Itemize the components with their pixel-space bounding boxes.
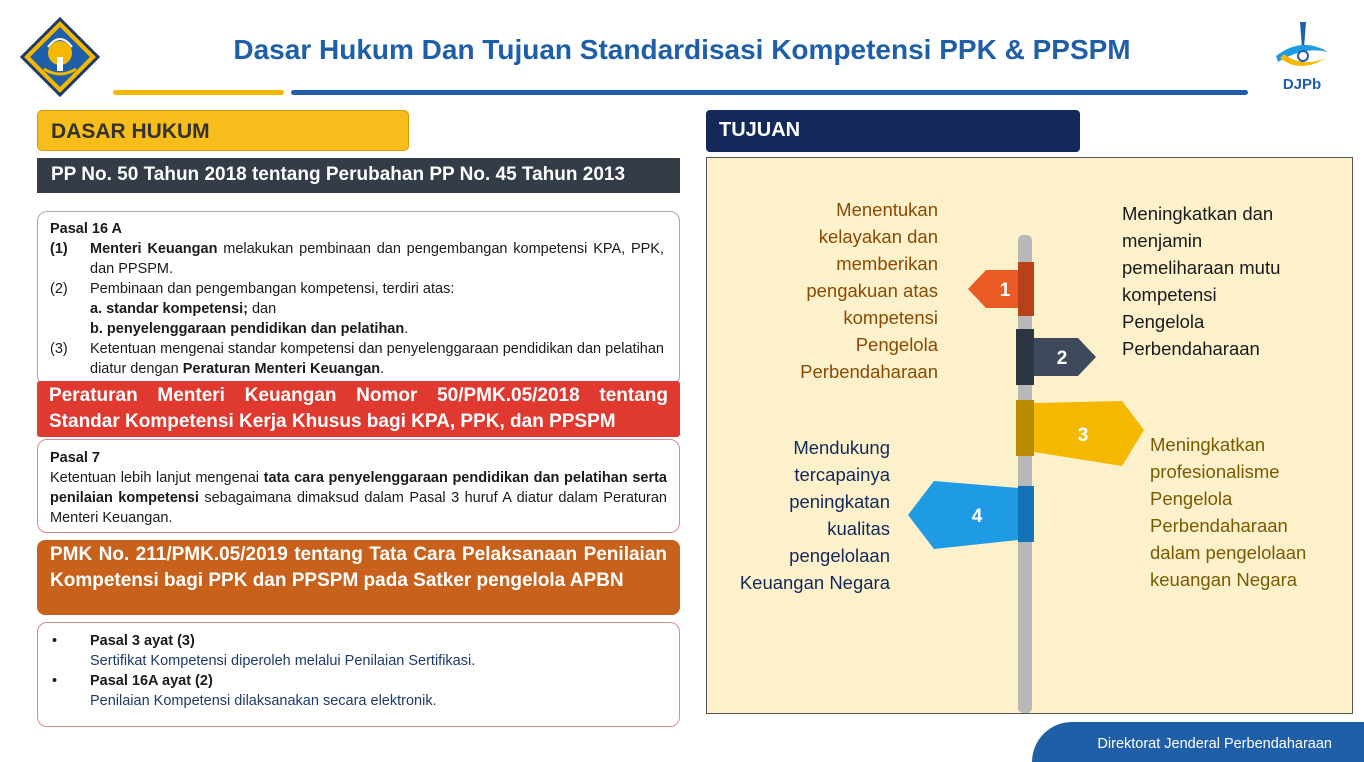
pasal-7-heading: Pasal 7 bbox=[50, 450, 100, 466]
pmk-50-title: Peraturan Menteri Keuangan Nomor 50/PMK.05/2018 tentang Standar Kompetensi Kerja Khusus bagi KPA, PPK, dan PPSPM bbox=[37, 381, 680, 437]
sign-1-number: 1 bbox=[999, 280, 1011, 301]
pmk-211-bullets-box bbox=[37, 622, 680, 727]
title-underline-yellow bbox=[113, 90, 284, 95]
bullet-item: • Pasal 3 ayat (3) Sertifikat Kompetensi diperoleh melalui Penilaian Sertifikasi. bbox=[52, 633, 476, 669]
tujuan-text-1: Menentukan kelayakan dan memberikan pengakuan atas kompetensi Pengelola Perbendaharaan bbox=[800, 199, 938, 382]
sign-2 bbox=[1016, 329, 1096, 385]
tujuan-text-3: Meningkatkan profesionalisme Pengelola Perbendaharaan dalam pengelolaan keuangan Negara bbox=[1150, 434, 1307, 590]
pasal-16a-heading: Pasal 16 A bbox=[50, 221, 123, 237]
footer-banner: Direktorat Jenderal Perbendaharaan bbox=[1032, 722, 1364, 762]
page-title: Dasar Hukum Dan Tujuan Standardisasi Kompetensi PPK & PPSPM bbox=[233, 34, 1131, 65]
pasal-16a-box bbox=[37, 211, 680, 386]
sign-3 bbox=[1016, 400, 1144, 466]
pasal-16a-item-3: (3) Ketentuan mengenai standar kompetensi dan penyelenggaraan pendidikan dan pelatihan diatur dengan Peraturan Menteri Keuangan. bbox=[50, 341, 664, 377]
sign-3-number: 3 bbox=[1077, 425, 1089, 446]
tujuan-header: TUJUAN bbox=[706, 110, 1080, 152]
sign-4-number: 4 bbox=[971, 506, 983, 527]
tujuan-text-2: Meningkatkan dan menjamin pemeliharaan mutu kompetensi Pengelola Perbendaharaan bbox=[1122, 203, 1281, 359]
dasar-hukum-header: DASAR HUKUM bbox=[37, 110, 409, 151]
sign-2-number: 2 bbox=[1056, 348, 1068, 369]
tujuan-text-4: Mendukung tercapainya peningkatan kualitas pengelolaan Keuangan Negara bbox=[739, 437, 890, 593]
sign-1 bbox=[968, 262, 1034, 316]
bullet-item: • Pasal 16A ayat (2) Penilaian Kompetensi dilaksanakan secara elektronik. bbox=[52, 673, 437, 709]
pasal-16a-item-2: (2) Pembinaan dan pengembangan kompetensi, terdiri atas: bbox=[50, 281, 455, 297]
pasal-16a-item-2a: a. standar kompetensi; dan bbox=[90, 301, 277, 317]
pasal-7-text: Ketentuan lebih lanjut mengenai tata cara penyelenggaraan pendidikan dan pelatihan serta penilaian kompetensi sebagaimana dimaksud dalam Pasal 3 huruf A diatur dalam Peraturan Menteri Keuangan. bbox=[50, 470, 667, 526]
sign-4 bbox=[908, 481, 1034, 549]
kemenkeu-logo bbox=[20, 17, 100, 97]
pasal-16a-item-2b: b. penyelenggaraan pendidikan dan pelatihan. bbox=[90, 321, 409, 337]
pasal-7-box bbox=[37, 439, 680, 533]
title-underline-blue bbox=[291, 90, 1248, 95]
pp-50-title: PP No. 50 Tahun 2018 tentang Perubahan PP No. 45 Tahun 2013 bbox=[37, 158, 680, 193]
pasal-16a-item-1: (1) Menteri Keuangan melakukan pembinaan dan pengembangan kompetensi KPA, PPK, dan PPSPM. bbox=[50, 241, 664, 277]
djpb-logo-text: DJPb bbox=[1282, 76, 1322, 93]
djpb-logo-icon bbox=[1270, 18, 1334, 76]
pmk-211-title: PMK No. 211/PMK.05/2019 tentang Tata Cara Pelaksanaan Penilaian Kompetensi bagi PPK dan PPSPM pada Satker pengelola APBN bbox=[37, 540, 680, 615]
